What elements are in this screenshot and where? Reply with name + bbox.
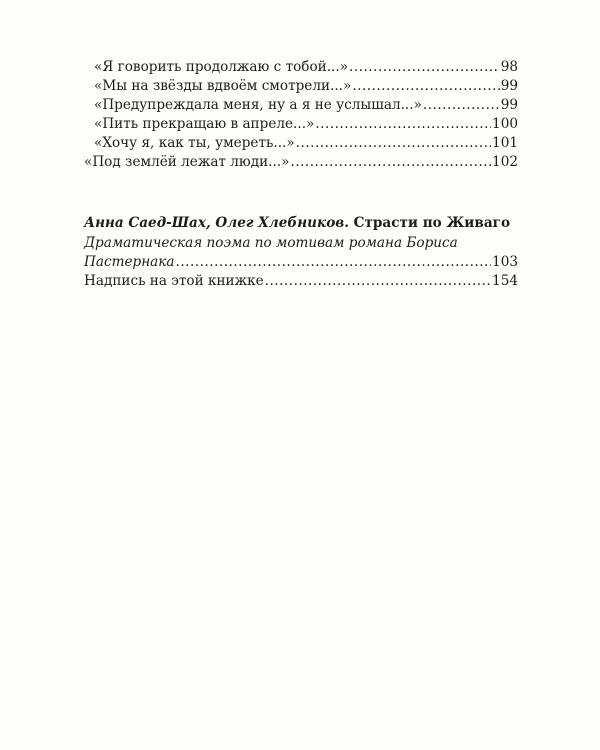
toc-entry-page: 99 [500, 78, 518, 94]
toc-entry-title: «Пить прекращаю в апреле...» [94, 116, 315, 132]
toc-leader-dots [315, 115, 491, 134]
section-subtitle-line: Драматическая поэма по мотивам романа Бориса [84, 235, 458, 251]
toc-entry-page: 99 [500, 97, 518, 113]
toc-entry-title: «Хочу я, как ты, умереть...» [94, 135, 295, 151]
toc-entry [84, 253, 518, 272]
toc-entry-page: 98 [500, 59, 518, 75]
toc-entry-title: «Я говорить продолжаю с тобой...» [94, 59, 349, 75]
toc-entry-title: Надпись на этой книжке [84, 273, 264, 289]
toc-leader-dots [352, 77, 499, 96]
toc-entry-page: 101 [492, 135, 518, 151]
toc-leader-dots [265, 272, 491, 291]
toc-entry-page: 103 [492, 254, 518, 270]
table-of-contents [84, 58, 518, 291]
section-separator: . [344, 215, 354, 231]
poem-list [84, 58, 518, 172]
toc-leader-dots [176, 253, 492, 272]
toc-entry-page: 100 [492, 116, 518, 132]
section-authors: Анна Саед-Шах, Олег Хлебников [84, 215, 345, 231]
toc-entry-page: 154 [492, 273, 518, 289]
section-heading [84, 212, 518, 234]
toc-entry [84, 77, 518, 96]
toc-entry-page: 102 [492, 154, 518, 170]
toc-leader-dots [349, 58, 500, 77]
toc-entry [84, 58, 518, 77]
toc-entry [84, 153, 518, 172]
toc-entry [84, 96, 518, 115]
toc-leader-dots [290, 153, 491, 172]
section-title: Страсти по Живаго [353, 215, 511, 231]
section-subtitle-line: Пастернака [84, 254, 175, 270]
toc-entry [84, 134, 518, 153]
toc-entry [84, 115, 518, 134]
toc-entry-title: «Мы на звёзды вдвоём смотрели...» [94, 78, 352, 94]
toc-entry-title: «Под землёй лежат люди...» [84, 154, 290, 170]
toc-entry-title: «Предупреждала меня, ну а я не услышал...» [94, 97, 422, 113]
toc-leader-dots [423, 96, 500, 115]
toc-entry [84, 272, 518, 291]
toc-leader-dots [296, 134, 491, 153]
